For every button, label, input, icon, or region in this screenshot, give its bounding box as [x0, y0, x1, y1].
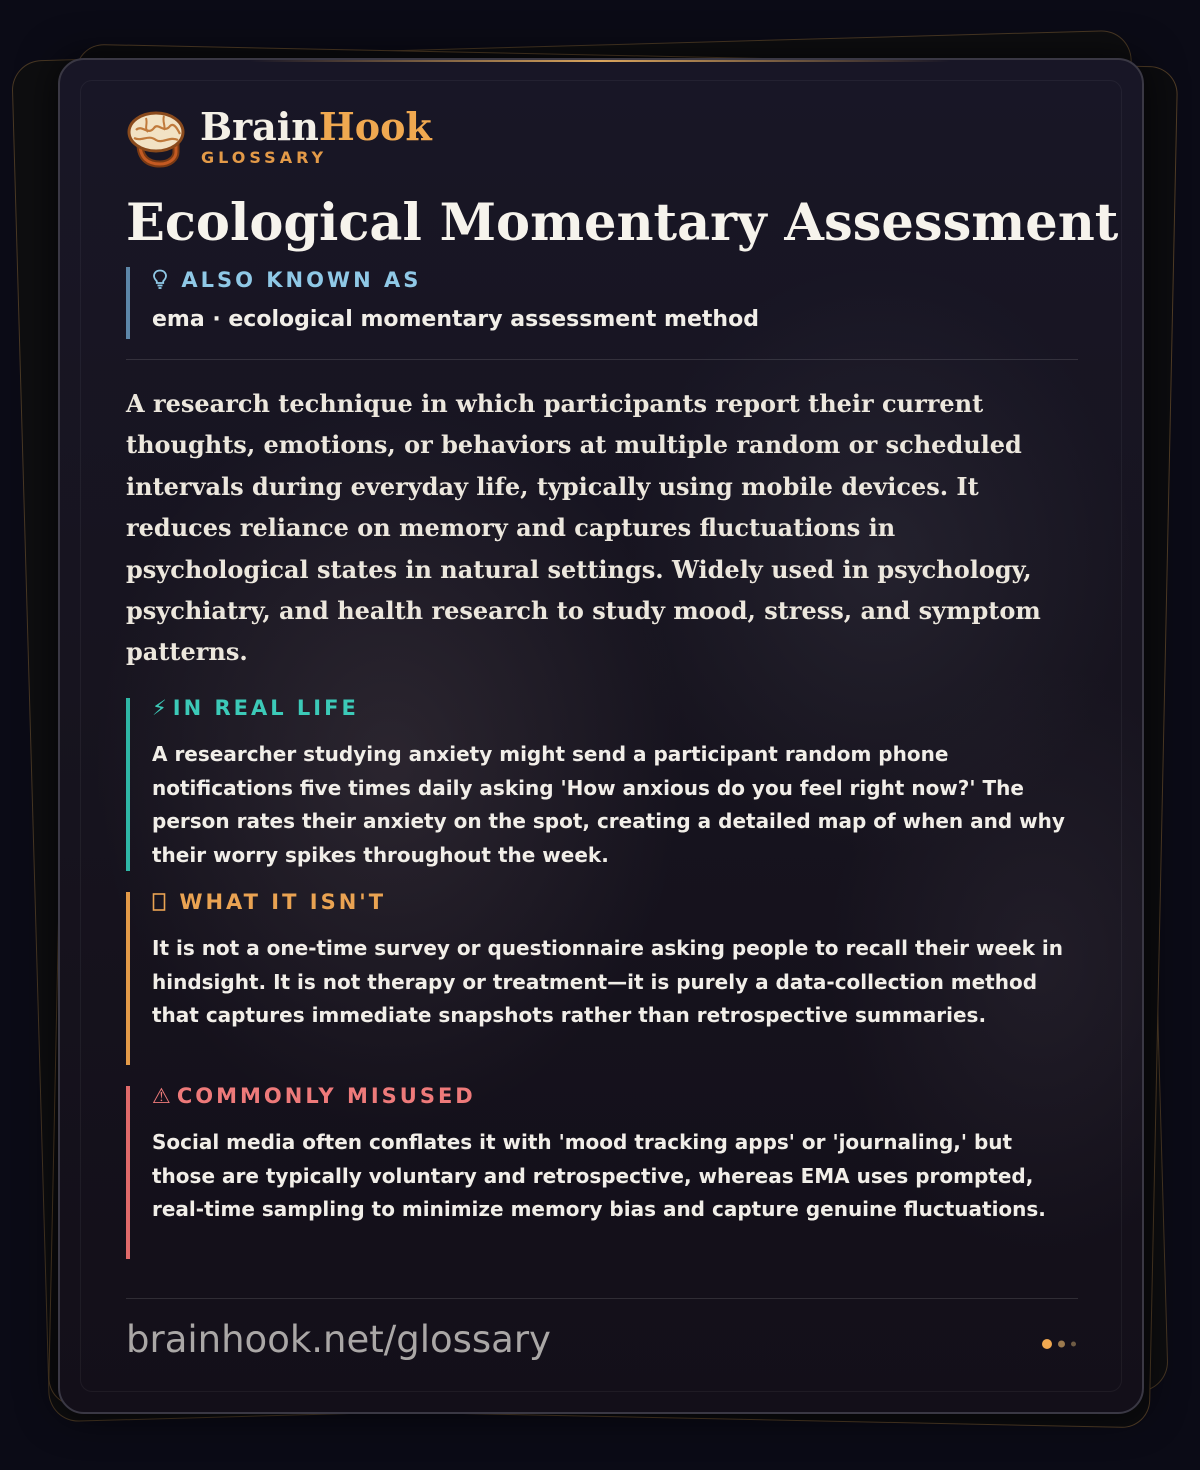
commonly-misused-label: COMMONLY MISUSED: [176, 1084, 476, 1108]
pagination-dot: [1071, 1342, 1076, 1347]
pagination-dot-active: [1042, 1339, 1052, 1349]
brain-hook-logo-icon: [126, 108, 186, 168]
section-in-real-life: [126, 698, 1078, 871]
also-known-as-label: ALSO KNOWN AS: [181, 268, 422, 292]
brand-name-part2: Hook: [318, 104, 432, 149]
lightning-icon: ⚡: [152, 696, 167, 720]
brand-name: [200, 102, 432, 152]
in-real-life-body: A researcher studying anxiety might send a participant random phone notifications five times daily asking 'How anxious do you feel right now?' The person rates their anxiety on the spot, creating a detailed map of when and why their worry spikes throughout the week.: [152, 742, 1065, 868]
brand-subtitle: GLOSSARY: [201, 148, 328, 167]
section-what-it-isnt: [126, 892, 1078, 1065]
blocked-icon: [152, 890, 173, 914]
warning-icon: ⚠: [152, 1084, 171, 1108]
section-heading-commonly-misused: [152, 1084, 476, 1108]
section-heading-in-real-life: [152, 696, 359, 720]
commonly-misused-body: Social media often conflates it with 'mood tracking apps' or 'journaling,' but those are typically voluntary and retrospective, whereas EMA uses prompted, real-time sampling to minimize memory bias and capture genuine fluctuations.: [152, 1130, 1046, 1222]
brand-name-part1: Brain: [200, 104, 319, 149]
section-commonly-misused: [126, 1086, 1078, 1259]
what-it-isnt-body: It is not a one-time survey or questionnaire asking people to recall their week in hindsight. It is not therapy or treatment—it is purely a data-collection method that captures immediate snapshots rather than retrospective summaries.: [152, 936, 1063, 1028]
footer-divider: [126, 1298, 1078, 1299]
section-heading-what-it-isnt: [152, 890, 386, 914]
pagination-dots: [1042, 1338, 1078, 1350]
also-known-as-value: ema · ecological momentary assessment method: [152, 307, 759, 332]
term-definition: A research technique in which participants report their current thoughts, emotions, or behaviors at multiple random or scheduled intervals during everyday life, typically using mobile devices. It reduces reliance on memory and captures fluctuations in psychological states in natural settings. Widely used in psychology, psychiatry, and health research to study mood, stress, and symptom patterns.: [126, 389, 1041, 667]
lightbulb-icon: [152, 268, 175, 292]
in-real-life-label: IN REAL LIFE: [172, 696, 359, 720]
what-it-isnt-label: WHAT IT ISN'T: [179, 890, 387, 914]
pagination-dot: [1058, 1341, 1065, 1348]
footer-url-link[interactable]: brainhook.net/glossary: [126, 1318, 551, 1361]
also-known-as-block: [126, 267, 1026, 339]
term-title: Ecological Momentary Assessment: [126, 193, 1119, 253]
glossary-card: [58, 58, 1144, 1414]
header-divider: [126, 359, 1078, 360]
also-known-as-heading: [152, 268, 421, 292]
